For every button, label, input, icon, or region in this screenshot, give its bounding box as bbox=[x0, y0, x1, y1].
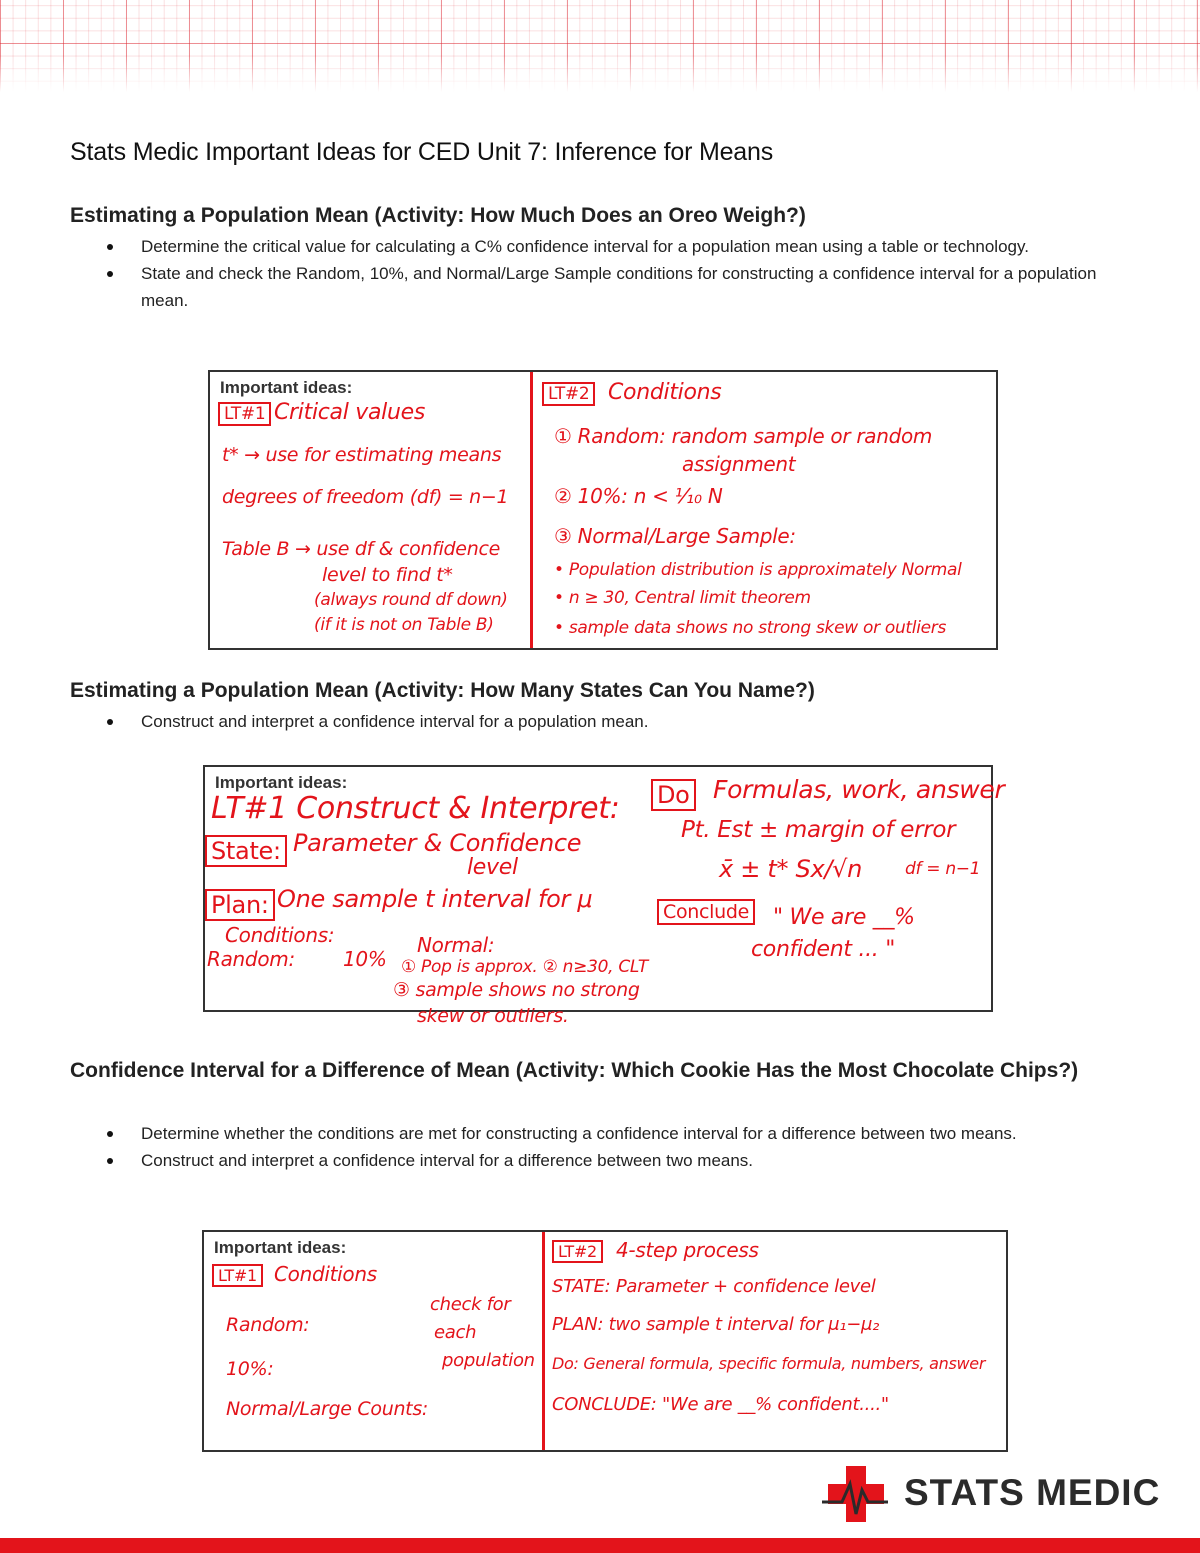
step-conclude: CONCLUDE: "We are __% confident...." bbox=[552, 1394, 889, 1415]
normal-line-3: skew or outliers. bbox=[417, 1005, 569, 1027]
note-line: (if it is not on Table B) bbox=[314, 615, 494, 635]
divider bbox=[530, 372, 533, 648]
lt2-title: 4-step process bbox=[616, 1238, 759, 1262]
condition-random-cont: assignment bbox=[682, 452, 796, 476]
do-text: Formulas, work, answer bbox=[713, 775, 1005, 804]
plan-text: One sample t interval for μ bbox=[277, 885, 593, 913]
check-note-2: each bbox=[434, 1322, 477, 1343]
box-label: Important ideas: bbox=[214, 1238, 347, 1257]
ten-percent-label: 10% bbox=[343, 947, 387, 971]
point-estimate: Pt. Est ± margin of error bbox=[681, 817, 956, 843]
check-note-3: population bbox=[442, 1350, 535, 1371]
important-ideas-box-cookie bbox=[202, 1230, 1008, 1452]
condition-ten-percent: ② 10%: n < ⅒ N bbox=[554, 484, 723, 508]
graph-paper-header bbox=[0, 0, 1200, 92]
normal-line-1: ① Pop is approx. ② n≥30, CLT bbox=[401, 957, 649, 977]
lt2-tag: LT#2 bbox=[552, 1240, 603, 1263]
bullet-list-states bbox=[70, 708, 1130, 735]
check-note: check for bbox=[430, 1294, 511, 1315]
important-ideas-box-states bbox=[203, 765, 1005, 1027]
state-text-cont: level bbox=[467, 855, 518, 880]
bullet-item: Determine whether the conditions are met for constructing a confidence interval for a difference between two means. bbox=[70, 1120, 1130, 1147]
footer-accent-bar bbox=[0, 1538, 1200, 1553]
state-text: Parameter & Confidence bbox=[293, 829, 582, 857]
lt1-title: Critical values bbox=[274, 400, 425, 425]
step-state: STATE: Parameter + confidence level bbox=[552, 1276, 876, 1297]
section-heading-cookie: Confidence Interval for a Difference of Mean (Activity: Which Cookie Has the Most Chocolate Chips?) bbox=[70, 1059, 1079, 1082]
condition-normal-b: • n ≥ 30, Central limit theorem bbox=[554, 588, 811, 608]
formula: x̄ ± t* Sx/√n bbox=[719, 855, 863, 883]
lt1-tag: LT#1 bbox=[218, 402, 271, 426]
df-formula: df = n−1 bbox=[905, 859, 981, 879]
bullet-list-oreo bbox=[70, 233, 1130, 314]
plan-tag: Plan: bbox=[205, 889, 275, 921]
bullet-item: State and check the Random, 10%, and Normal/Large Sample conditions for constructing a confidence interval for a population mean. bbox=[70, 260, 1130, 314]
condition-normal-a: • Population distribution is approximately Normal bbox=[554, 560, 962, 580]
bullet-item: Construct and interpret a confidence interval for a population mean. bbox=[70, 708, 1130, 735]
lt1-heading: LT#1 Construct & Interpret: bbox=[211, 791, 620, 826]
normal-line-2: ③ sample shows no strong bbox=[393, 979, 640, 1001]
lt2-tag: LT#2 bbox=[542, 382, 595, 406]
section-heading-oreo: Estimating a Population Mean (Activity: How Much Does an Oreo Weigh?) bbox=[70, 204, 806, 227]
lt1-title: Conditions bbox=[274, 1262, 377, 1286]
random-label: Random: bbox=[226, 1314, 310, 1336]
box-label: Important ideas: bbox=[220, 378, 353, 397]
condition-random: ① Random: random sample or random bbox=[554, 424, 933, 448]
stats-medic-logo bbox=[820, 1462, 1180, 1526]
normal-label: Normal: bbox=[417, 933, 495, 957]
do-tag: Do bbox=[651, 779, 696, 811]
medical-cross-icon bbox=[820, 1462, 900, 1526]
conditions-label: Conditions: bbox=[225, 923, 335, 947]
step-plan: PLAN: two sample t interval for μ₁−μ₂ bbox=[552, 1314, 880, 1335]
condition-normal-c: • sample data shows no strong skew or outliers bbox=[554, 618, 947, 638]
note-line: level to find t* bbox=[322, 564, 453, 586]
normal-label: Normal/Large Counts: bbox=[226, 1398, 429, 1420]
page-title: Stats Medic Important Ideas for CED Unit 7: Inference for Means bbox=[70, 138, 773, 166]
lt2-title: Conditions bbox=[608, 380, 722, 405]
note-line: degrees of freedom (df) = n−1 bbox=[222, 486, 509, 508]
conclude-tag: Conclude bbox=[657, 899, 755, 925]
ten-percent-label: 10%: bbox=[226, 1358, 274, 1380]
important-ideas-box-oreo bbox=[208, 370, 998, 650]
conclude-text: " We are __% bbox=[773, 905, 915, 930]
random-label: Random: bbox=[207, 947, 295, 971]
bullet-list-cookie bbox=[70, 1120, 1130, 1174]
divider bbox=[542, 1232, 545, 1450]
step-do: Do: General formula, specific formula, numbers, answer bbox=[552, 1354, 986, 1373]
conclude-text-cont: confident ... " bbox=[751, 937, 896, 962]
lt1-tag: LT#1 bbox=[212, 1264, 263, 1287]
section-heading-states: Estimating a Population Mean (Activity: How Many States Can You Name?) bbox=[70, 679, 815, 702]
box-label: Important ideas: bbox=[215, 773, 348, 792]
note-line: Table B → use df & confidence bbox=[222, 538, 500, 560]
note-line: t* → use for estimating means bbox=[222, 444, 502, 466]
bullet-item: Construct and interpret a confidence interval for a difference between two means. bbox=[70, 1147, 1130, 1174]
note-line: (always round df down) bbox=[314, 590, 508, 610]
bullet-item: Determine the critical value for calculating a C% confidence interval for a population mean using a table or technology. bbox=[70, 233, 1130, 260]
condition-normal: ③ Normal/Large Sample: bbox=[554, 524, 796, 548]
state-tag: State: bbox=[205, 835, 287, 867]
logo-text: STATS MEDIC bbox=[904, 1472, 1161, 1513]
